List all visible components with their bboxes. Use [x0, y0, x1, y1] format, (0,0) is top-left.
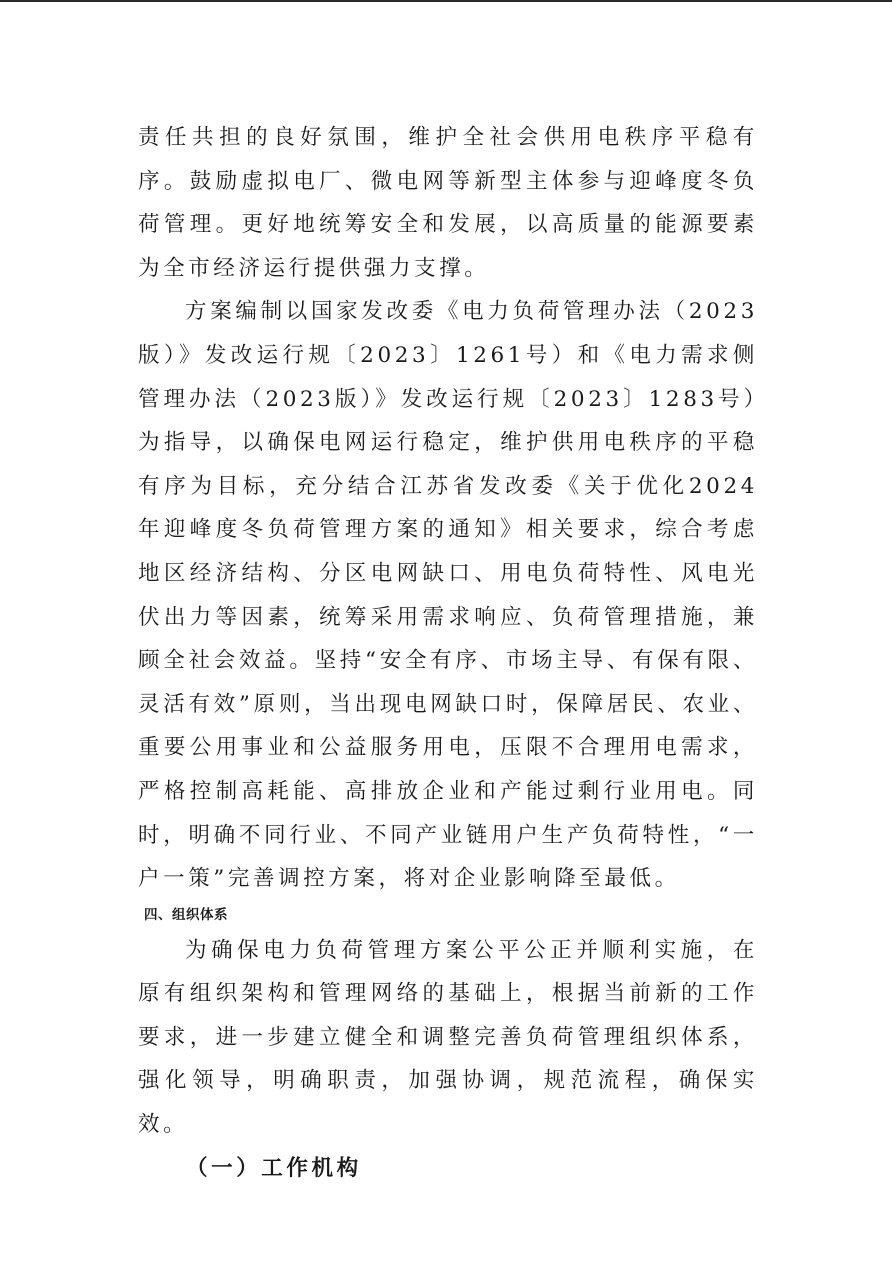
paragraph-organization: 为确保电力负荷管理方案公平公正并顺利实施，在原有组织架构和管理网络的基础上，根据当前新的工作要求，进一步建立健全和调整完善负荷管理组织体系，强化领导，明确职责，加强协调，规范流程，确保实效。: [138, 937, 758, 1138]
paragraph-plan-basis: 方案编制以国家发改委《电力负荷管理办法（2023版）》发改运行规〔2023〕1261号）和《电力需求侧管理办法（2023版）》发改运行规〔2023〕1283号）为指导，以确保电网运行稳定，维护供用电秩序的平稳有序为目标，充分结合江苏省发改委《关于优化2024年迎峰度冬负荷管理方案的通知》相关要求，综合考虑地区经济结构、分区电网缺口、用电负荷特性、风电光伏出力等因素，统筹采用需求响应、负荷管理措施，兼顾全社会效益。坚持“安全有序、市场主导、有保有限、灵活有效”原则，当出现电网缺口时，保障居民、农业、重要公用事业和公益服务用电，压限不合理用电需求，严格控制高耗能、高排放企业和产能过剩行业用电。同时，明确不同行业、不同产业链用户生产负荷特性，“一户一策”完善调控方案，将对企业影响降至最低。: [138, 299, 758, 892]
paragraph-continued: 责任共担的良好氛围，维护全社会供用电秩序平稳有序。鼓励虚拟电厂、微电网等新型主体参与迎峰度冬负荷管理。更好地统筹安全和发展，以高质量的能源要素为全市经济运行提供强力支撑。: [138, 125, 758, 281]
top-border-line: [0, 0, 892, 2]
document-page: [138, 116, 758, 1190]
sub-heading-work-agency: （一）工作机构: [186, 1155, 362, 1181]
section-heading-organization: 四、组织体系: [144, 906, 228, 923]
